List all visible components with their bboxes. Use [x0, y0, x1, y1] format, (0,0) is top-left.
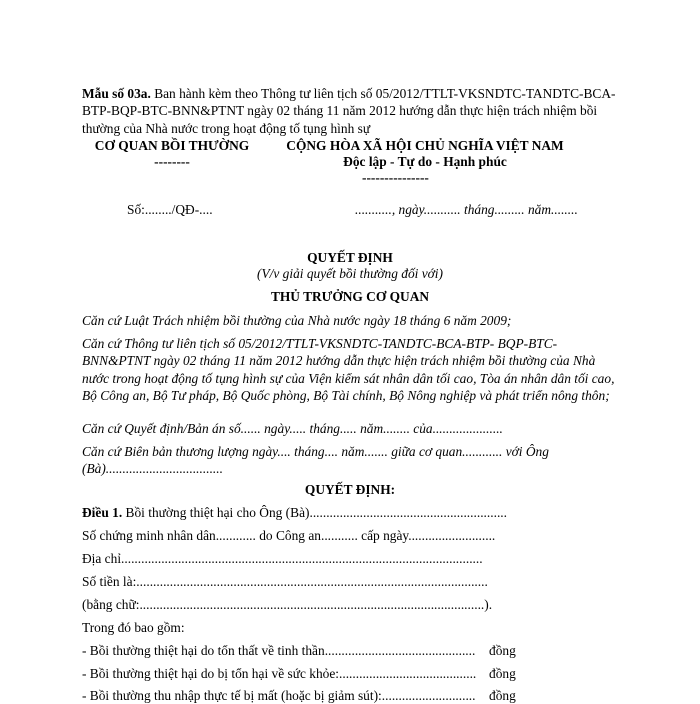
article-1-label: Điều 1. — [82, 505, 123, 520]
legal-basis-1: Căn cứ Luật Trách nhiệm bồi thường của Nhà nước ngày 18 tháng 6 năm 2009; — [82, 313, 512, 328]
breakdown-item-text: - Bồi thường thiệt hại do bị tổn hại về sức khỏe:......................................... — [82, 666, 477, 681]
form-issued-note: Ban hành kèm theo Thông tư liên tịch số 05/2012/TTLT-VKSNDTC-TANDTC-BCA-BTP-BQP-BTC-BNN&PTNT ngày 02 tháng 11 năm 2012 hướng dẫn thực hiện trách nhiệm bồi thường của Nhà nước trong hoạt động tố tụng hình sự — [82, 86, 616, 136]
breakdown-item-text: - Bồi thường thu nhập thực tế bị mất (hoặc bị giảm sút):............................ — [82, 688, 476, 703]
decision-date-field[interactable]: ..........., ngày........... tháng......... năm........ — [355, 202, 578, 217]
id-card-field[interactable]: Số chứng minh nhân dân............ do Công an........... cấp ngày.......................... — [82, 528, 496, 543]
document-subtitle: (V/v giải quyết bồi thường đối với) — [257, 266, 443, 281]
form-number: Mẫu số 03a. — [82, 86, 151, 101]
breakdown-unit: đồng — [489, 643, 516, 658]
document-title: QUYẾT ĐỊNH — [307, 250, 393, 265]
form-header-note — [82, 85, 622, 137]
breakdown-unit: đồng — [489, 666, 516, 681]
breakdown-item[interactable] — [82, 688, 476, 704]
national-name: CỘNG HÒA XÃ HỘI CHỦ NGHĨA VIỆT NAM — [286, 138, 564, 153]
article-1[interactable] — [82, 505, 507, 521]
breakdown-item-text: - Bồi thường thiệt hại do tổn thất về tinh thần............................................. — [82, 643, 476, 658]
breakdown-item[interactable] — [82, 666, 476, 682]
breakdown-unit: đồng — [489, 688, 516, 703]
decision-number-field[interactable]: Số:......../QĐ-.... — [127, 202, 213, 217]
issuer-title: THỦ TRƯỞNG CƠ QUAN — [270, 289, 430, 304]
agency-separator: -------- — [154, 154, 190, 169]
amount-in-words-field[interactable]: (bằng chữ:.......................................................................................................). — [82, 597, 493, 612]
legal-basis-3[interactable]: Căn cứ Quyết định/Bản án số...... ngày..... tháng..... năm........ của..................... — [82, 421, 503, 436]
includes-label: Trong đó bao gồm: — [82, 620, 185, 635]
decision-heading: QUYẾT ĐỊNH: — [304, 482, 396, 497]
national-motto: Độc lập - Tự do - Hạnh phúc — [343, 154, 507, 169]
article-1-text: Bồi thường thiệt hại cho Ông (Bà)........................................................... — [125, 505, 507, 520]
legal-basis-4[interactable]: Căn cứ Biên bản thương lượng ngày.... tháng.... năm....... giữa cơ quan............ với Ông (Bà)................................... — [82, 444, 549, 477]
legal-basis-2: Căn cứ Thông tư liên tịch số 05/2012/TTLT-VKSNDTC-TANDTC-BCA-BTP- BQP-BTC-BNN&PTNT ngày 02 tháng 11 năm 2012 hướng dẫn thực hiện trách nhiệm bồi thường của Nhà nước trong hoạt động tố tụng hình sự của Viện kiểm sát nhân dân tối cao, Tòa án nhân dân tối cao, Bộ Công an, Bộ Tư pháp, Bộ Quốc phòng, Bộ Tài chính, Bộ Nông nghiệp và phát triển nông thôn; — [82, 336, 615, 403]
motto-separator: --------------- — [362, 170, 429, 185]
amount-field[interactable]: Số tiền là:......................................................................................................... — [82, 574, 488, 589]
address-field[interactable]: Địa chỉ............................................................................................................ — [82, 551, 483, 566]
breakdown-item[interactable] — [82, 643, 475, 659]
agency-name: CƠ QUAN BỒI THƯỜNG — [94, 138, 250, 153]
